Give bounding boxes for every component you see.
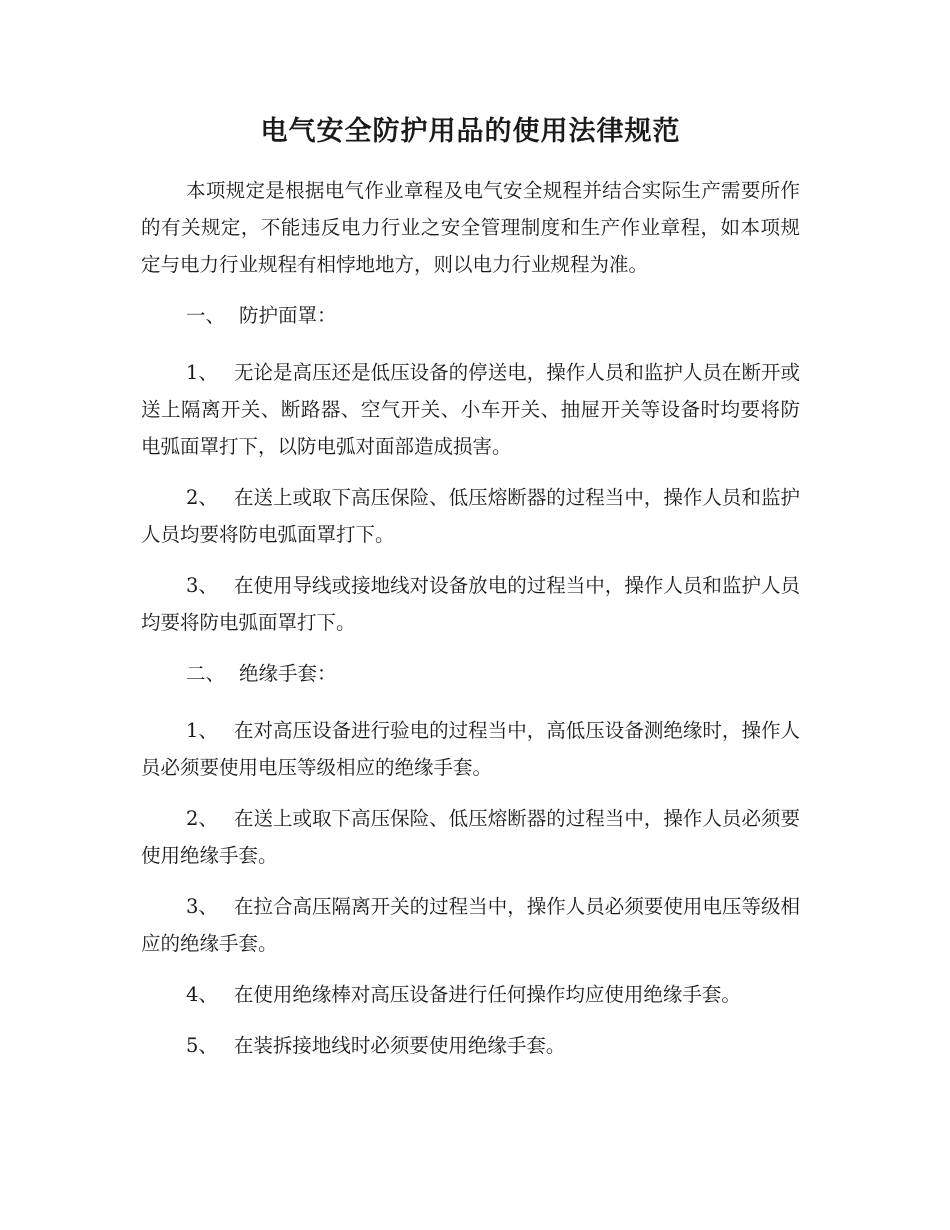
item-number: 1、	[186, 719, 218, 742]
list-item	[141, 479, 800, 553]
list-item	[141, 354, 800, 465]
item-text: 在送上或取下高压保险、低压熔断器的过程当中，操作人员必须要使用绝缘手套。	[141, 807, 800, 867]
item-number: 2、	[186, 807, 218, 830]
item-text: 在送上或取下高压保险、低压熔断器的过程当中，操作人员和监护人员均要将防电弧面罩打下。	[141, 486, 800, 546]
item-number: 2、	[186, 486, 218, 509]
item-number: 3、	[186, 895, 218, 918]
list-item	[141, 800, 800, 874]
section-heading-insulating-gloves	[141, 655, 800, 692]
item-text: 在对高压设备进行验电的过程当中，高低压设备测绝缘时，操作人员必须要使用电压等级相应的绝缘手套。	[141, 719, 800, 779]
item-text: 无论是高压还是低压设备的停送电，操作人员和监护人员在断开或送上隔离开关、断路器、空气开关、小车开关、抽屉开关等设备时均要将防电弧面罩打下，以防电弧对面部造成损害。	[141, 361, 800, 458]
item-text: 在拉合高压隔离开关的过程当中，操作人员必须要使用电压等级相应的绝缘手套。	[141, 895, 800, 955]
item-number: 5、	[186, 1034, 218, 1057]
item-text: 在使用绝缘棒对高压设备进行任何操作均应使用绝缘手套。	[233, 983, 741, 1006]
section-title: 绝缘手套：	[239, 662, 337, 685]
list-item	[141, 712, 800, 786]
section-title: 防护面罩：	[239, 304, 337, 327]
section-number: 二、	[186, 662, 226, 685]
list-item	[141, 567, 800, 641]
section-number: 一、	[186, 304, 226, 327]
intro-paragraph: 本项规定是根据电气作业章程及电气安全规程并结合实际生产需要所作的有关规定，不能违反电力行业之安全管理制度和生产作业章程，如本项规定与电力行业规程有相悖地地方，则以电力行业规程为准。	[141, 179, 800, 276]
list-item	[141, 888, 800, 962]
document-title: 电气安全防护用品的使用法律规范	[260, 116, 681, 147]
item-number: 1、	[186, 361, 218, 384]
item-number: 3、	[186, 574, 218, 597]
section-heading-face-shield	[141, 297, 800, 334]
item-text: 在使用导线或接地线对设备放电的过程当中，操作人员和监护人员均要将防电弧面罩打下。	[141, 574, 800, 634]
list-item	[141, 976, 800, 1013]
list-item	[141, 1027, 800, 1064]
item-text: 在装拆接地线时必须要使用绝缘手套。	[233, 1034, 566, 1057]
item-number: 4、	[186, 983, 218, 1006]
